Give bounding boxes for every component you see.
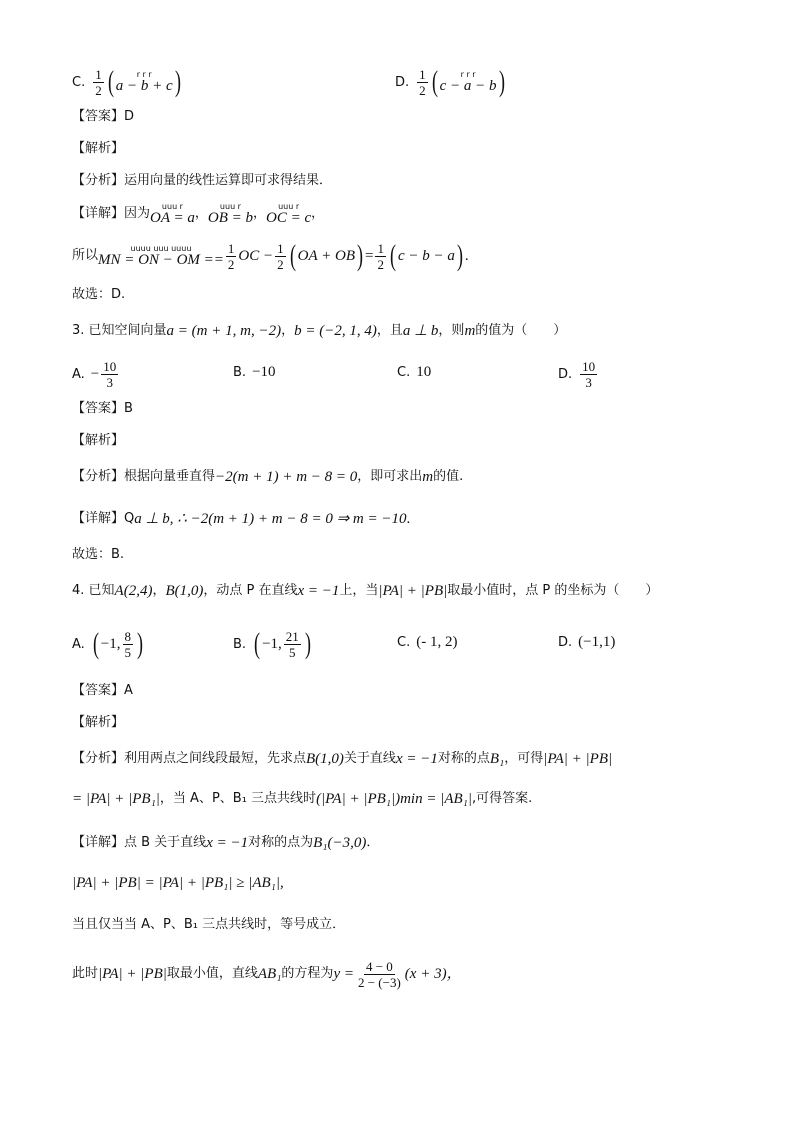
fraction-half: $\frac{1}{2}$ bbox=[419, 66, 426, 98]
fraction-half: $\frac{1}{2}$ bbox=[95, 66, 102, 98]
q3-option-d: D. $\frac{10}{3}$ bbox=[558, 358, 596, 390]
q3-stem: 3. 已知空间向量 a = (m + 1, m, −2) ， b = (−2, 1, 4) ，且 a ⊥ b ，则 m 的值为（ ） bbox=[72, 323, 567, 339]
vector-expression: r r r a − b + c bbox=[115, 69, 173, 94]
q2-option-d: D. $\frac{1}{2}$ ( r r r c − a − b ) bbox=[395, 65, 505, 98]
q2-so: 所以 uuuu uuu uuuu MN = ON − OM == $\frac{1}{2}$ OC − $\frac{1}{2}$ ( OA + OB ) = $\frac{1}{2}$ ( c − b − a ) . bbox=[72, 239, 469, 272]
q4-last-line: 此时 |PA| + |PB| 取最小值，直线 AB₁ 的方程为 y = $\frac{4 - 0}{2 - (-3)}$ (x + 3)， bbox=[72, 958, 462, 990]
option-letter: C. bbox=[72, 74, 86, 90]
q2-fenxi: 【分析】运用向量的线性运算即可求得结果． bbox=[72, 173, 333, 188]
q4-analysis-heading: 【解析】 bbox=[72, 715, 125, 730]
q3-detail: 【详解】Q a ⊥ b, ∴ −2(m + 1) + m − 8 = 0 ⇒ m = −10 . bbox=[72, 511, 411, 527]
q4-option-a: A. ( −1, $\frac{8}{5}$ ) bbox=[72, 627, 144, 660]
q3-option-a: A. − $\frac{10}{3}$ bbox=[72, 358, 117, 390]
q4-option-b: B. ( −1, $\frac{21}{5}$ ) bbox=[233, 627, 311, 660]
q3-answer: 【答案】B bbox=[72, 401, 133, 416]
q4-fenxi-line1: 【分析】利用两点之间线段最短，先求点 B(1,0) 关于直线 x = −1 对称的点 B₁ ，可得 |PA| + |PB| bbox=[72, 751, 613, 767]
q3-guxuan: 故选：B. bbox=[72, 547, 125, 562]
q3-option-b: B. −10 bbox=[233, 364, 276, 380]
q3-option-c: C. 10 bbox=[397, 364, 432, 380]
q2-analysis-heading: 【解析】 bbox=[72, 141, 125, 156]
q3-fenxi: 【分析】根据向量垂直得 −2(m + 1) + m − 8 = 0 ，即可求出 m 的值. bbox=[72, 469, 464, 485]
q2-option-c: C. $\frac{1}{2}$ ( r r r a − b + c ) bbox=[72, 65, 181, 98]
q4-fenxi-line2: = |PA| + |PB₁| ，当 A、P、B₁ 三点共线时 (|PA| + |PB₁|)min = |AB₁| ,可得答案. bbox=[72, 791, 533, 807]
q4-equality-condition: 当且仅当当 A、P、B₁ 三点共线时，等号成立． bbox=[72, 917, 346, 932]
q4-stem: 4. 已知 A(2,4) ， B(1,0) ，动点 P 在直线 x = −1 上，当 |PA| + |PB| 取最小值时，点 P 的坐标为（ ） bbox=[72, 583, 659, 599]
q4-answer: 【答案】A bbox=[72, 683, 133, 698]
q4-detail-line1: 【详解】点 B 关于直线 x = −1 对称的点为 B₁(−3,0) ． bbox=[72, 835, 380, 851]
q4-inequality: |PA| + |PB| = |PA| + |PB₁| ≥ |AB₁|, bbox=[72, 875, 284, 891]
q4-option-c: C. (- 1, 2) bbox=[397, 634, 458, 650]
vector-expression: r r r c − a − b bbox=[439, 69, 497, 94]
q2-answer: 【答案】D bbox=[72, 109, 135, 124]
q3-analysis-heading: 【解析】 bbox=[72, 433, 125, 448]
option-letter: D. bbox=[395, 74, 410, 90]
q2-guxuan: 故选：D. bbox=[72, 287, 126, 302]
q2-detail: 【详解】因为 uuu r OA = a ， uuu r OB = b ， uuu r OC = c ， bbox=[72, 201, 325, 226]
q4-option-d: D. (−1,1) bbox=[558, 634, 616, 650]
